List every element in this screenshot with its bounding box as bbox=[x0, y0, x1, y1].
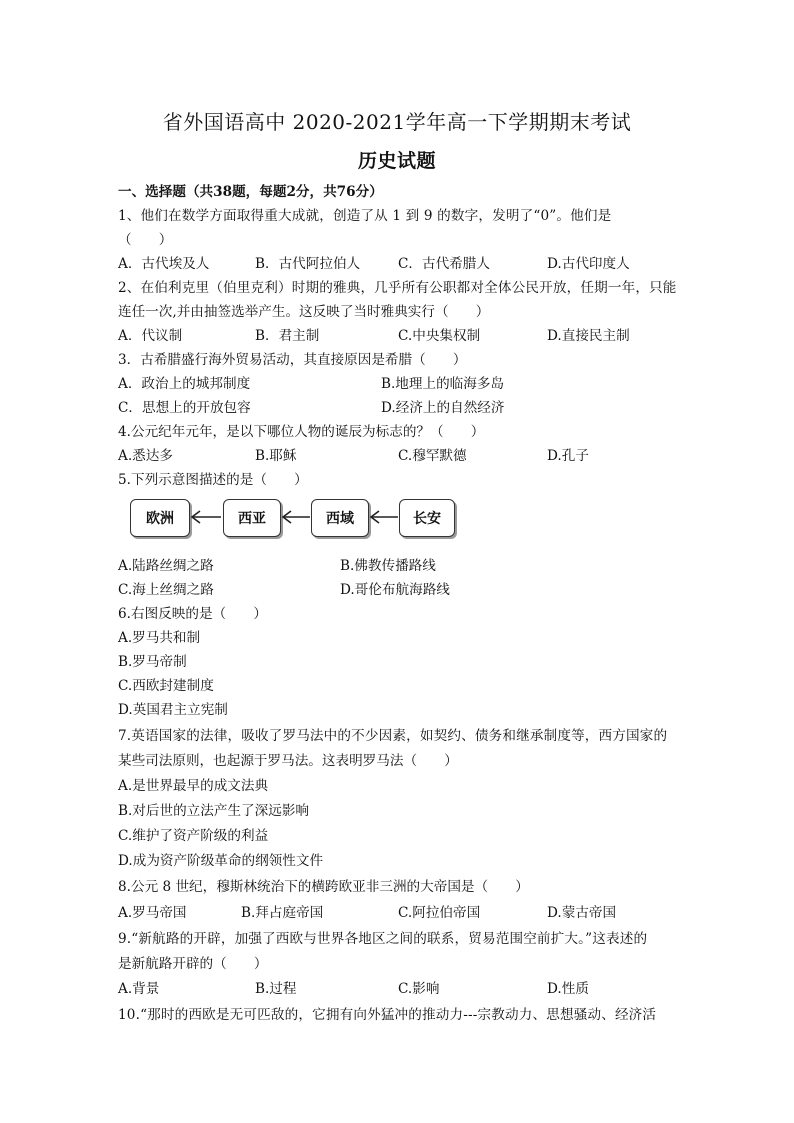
question-9-option-a: A.背景 bbox=[118, 981, 160, 997]
question-2-option-d: D.直接民主制 bbox=[547, 328, 630, 344]
question-7-option-b: B.对后世的立法产生了深远影响 bbox=[118, 803, 310, 819]
route-box-europe: 欧洲 bbox=[130, 499, 190, 537]
question-8-line-1: 8.公元 8 世纪，穆斯林统治下的横跨欧亚非三洲的大帝国是（ ） bbox=[118, 879, 529, 895]
question-6-option-b: B.罗马帝制 bbox=[118, 654, 187, 670]
question-5-option-d: D.哥伦布航海路线 bbox=[340, 582, 450, 598]
question-8-option-a: A.罗马帝国 bbox=[118, 905, 187, 921]
route-box-western-regions: 西域 bbox=[311, 499, 369, 537]
section-heading: 一、选择题（共38题，每题2分，共76分） bbox=[118, 184, 383, 200]
question-6-line-1: 6.右图反映的是（ ） bbox=[118, 606, 267, 622]
question-5-option-c: C.海上丝绸之路 bbox=[118, 582, 214, 598]
question-8-option-b: B.拜占庭帝国 bbox=[241, 905, 324, 921]
route-box-west-asia: 西亚 bbox=[223, 499, 281, 537]
question-1-line-1: 1、他们在数学方面取得重大成就，创造了从 1 到 9 的数字，发明了“0”。他们是 bbox=[118, 208, 612, 224]
question-2-line-2: 连任一次,并由抽签选举产生。这反映了当时雅典实行（ ） bbox=[118, 304, 490, 320]
question-4-option-a: A.悉达多 bbox=[118, 448, 173, 464]
question-5-option-b: B.佛教传播路线 bbox=[340, 558, 436, 574]
question-1-option-a: A．古代埃及人 bbox=[118, 256, 210, 272]
question-2-line-1: 2、在伯利克里（伯里克利）时期的雅典，几乎所有公职都对全体公民开放，任期一年，只能 bbox=[118, 280, 677, 296]
question-8-option-c: C.阿拉伯帝国 bbox=[398, 905, 481, 921]
question-3-option-c: C．思想上的开放包容 bbox=[118, 400, 251, 416]
question-3-line-1: 3．古希腊盛行海外贸易活动，其直接原因是希腊（ ） bbox=[118, 352, 467, 368]
route-diagram bbox=[118, 497, 458, 541]
route-box-changan: 长安 bbox=[399, 499, 455, 537]
question-4-line-1: 4.公元纪年元年，是以下哪位人物的诞辰为标志的？（ ） bbox=[118, 424, 485, 440]
question-7-line-2: 某些司法原则，也起源于罗马法。这表明罗马法（ ） bbox=[118, 753, 458, 769]
question-6-option-a: A.罗马共和制 bbox=[118, 630, 201, 646]
question-5-line-1: 5.下列示意图描述的是（ ） bbox=[118, 472, 308, 488]
question-3-option-a: A．政治上的城邦制度 bbox=[118, 376, 251, 392]
question-9-line-1: 9.“新航路的开辟，加强了西欧与世界各地区之间的联系，贸易范围空前扩大。”这表述的 bbox=[118, 931, 648, 947]
question-2-option-c: C.中央集权制 bbox=[398, 328, 481, 344]
question-7-line-1: 7.英语国家的法律，吸收了罗马法中的不少因素，如契约、债务和继承制度等，西方国家的 bbox=[118, 728, 668, 744]
question-7-option-d: D.成为资产阶级革命的纲领性文件 bbox=[118, 853, 324, 869]
exam-title: 省外国语高中 2020-2021学年高一下学期期末考试 bbox=[162, 110, 632, 134]
question-9-line-2: 是新航路开辟的（ ） bbox=[118, 956, 268, 972]
question-1-line-2: （ ） bbox=[118, 232, 173, 248]
arrow-left-icon bbox=[190, 507, 222, 527]
question-1-option-b: B．古代阿拉伯人 bbox=[255, 256, 361, 272]
question-7-option-c: C.维护了资产阶级的利益 bbox=[118, 828, 269, 844]
exam-subtitle: 历史试题 bbox=[357, 150, 436, 172]
question-6-option-d: D.英国君主立宪制 bbox=[118, 702, 228, 718]
question-5-option-a: A.陆路丝绸之路 bbox=[118, 558, 214, 574]
question-8-option-d: D.蒙古帝国 bbox=[547, 905, 617, 921]
question-3-option-d: D.经济上的自然经济 bbox=[381, 400, 505, 416]
question-2-option-b: B．君主制 bbox=[255, 328, 320, 344]
question-9-option-c: C.影响 bbox=[398, 981, 440, 997]
question-10-line-1: 10.“那时的西欧是无可匹敌的，它拥有向外猛冲的推动力---宗教动力、思想骚动、经济活 bbox=[118, 1007, 657, 1023]
question-1-option-d: D.古代印度人 bbox=[547, 256, 630, 272]
question-1-option-c: C．古代希腊人 bbox=[398, 256, 490, 272]
question-4-option-b: B.耶稣 bbox=[255, 448, 297, 464]
question-7-option-a: A.是世界最早的成文法典 bbox=[118, 778, 269, 794]
arrow-left-icon bbox=[281, 507, 311, 527]
question-6-option-c: C.西欧封建制度 bbox=[118, 678, 214, 694]
question-2-option-a: A．代议制 bbox=[118, 328, 183, 344]
question-4-option-c: C.穆罕默德 bbox=[398, 448, 467, 464]
question-4-option-d: D.孔子 bbox=[547, 448, 589, 464]
arrow-left-icon bbox=[369, 507, 399, 527]
question-9-option-b: B.过程 bbox=[255, 981, 297, 997]
question-9-option-d: D.性质 bbox=[547, 981, 589, 997]
question-3-option-b: B.地理上的临海多岛 bbox=[381, 376, 505, 392]
